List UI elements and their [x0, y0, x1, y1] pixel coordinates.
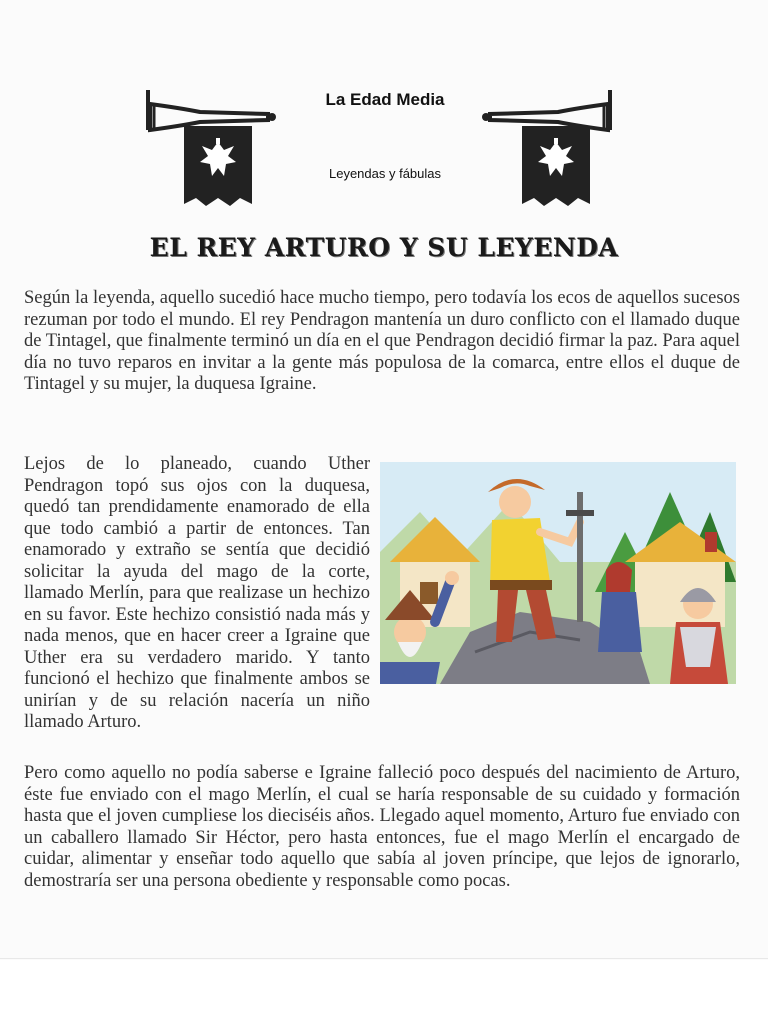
paragraph-3: Pero como aquello no podía saberse e Igraine falleció poco después del nacimiento de Arturo, éste fue enviado con el mago Merlín, el cual se haría responsable de su cuidado y formación hasta que el joven cumpliese los dieciséis años. Llegado aquel momento, Arturo fue enviado con un caballero llamado Sir Héctor, pero hasta entonces, fue el mago Merlín el encargado de cuidar, alimentar y enseñar todo aquello que sabía al joven príncipe, que lejos de ignorarlo, demostraría ser una persona obediente y responsable como pocas. — [24, 763, 740, 891]
header-title: La Edad Media — [325, 90, 445, 109]
article-title: EL REY ARTURO Y SU LEYENDA — [149, 233, 619, 262]
trumpet-banner-eagle-icon-right — [478, 86, 618, 216]
page-header — [0, 70, 768, 230]
page-bottom-edge — [0, 958, 768, 959]
trumpet-banner-eagle-icon — [140, 86, 280, 216]
paragraph-1: Según la leyenda, aquello sucedió hace mucho tiempo, pero todavía los ecos de aquellos sucesos rezuman por todo el mundo. El rey Pendragon mantenía un duro conflicto con el llamado duque de Tintagel, que finalmente terminó un día en el que Pendragon decidió firmar la paz. Para aquel día no tuvo reparos en invitar a la gente más populosa de la comarca, entre ellos el duque de Tintagel y su mujer, la duquesa Igraine. — [24, 288, 740, 394]
header-subtitle: Leyendas y fábulas — [328, 166, 442, 181]
arthur-sword-in-stone-illustration — [380, 462, 736, 684]
paragraph-2: Lejos de lo planeado, cuando Uther Pendragon topó sus ojos con la duquesa, quedó tan prendidamente enamorado de ella que todo cambió a partir de entonces. Tan enamorado y extraño se sentía que decidió solicitar la ayuda del mago de la corte, llamado Merlín, para que realizase un hechizo en su favor. Este hechizo consistió nada más y nada menos, que en hacer creer a Igraine que Uther era su verdadero marido. Y tanto funcionó el hechizo que finalmente ambos se unirían y de su relación nacería un niño llamado Arturo. — [24, 454, 370, 732]
